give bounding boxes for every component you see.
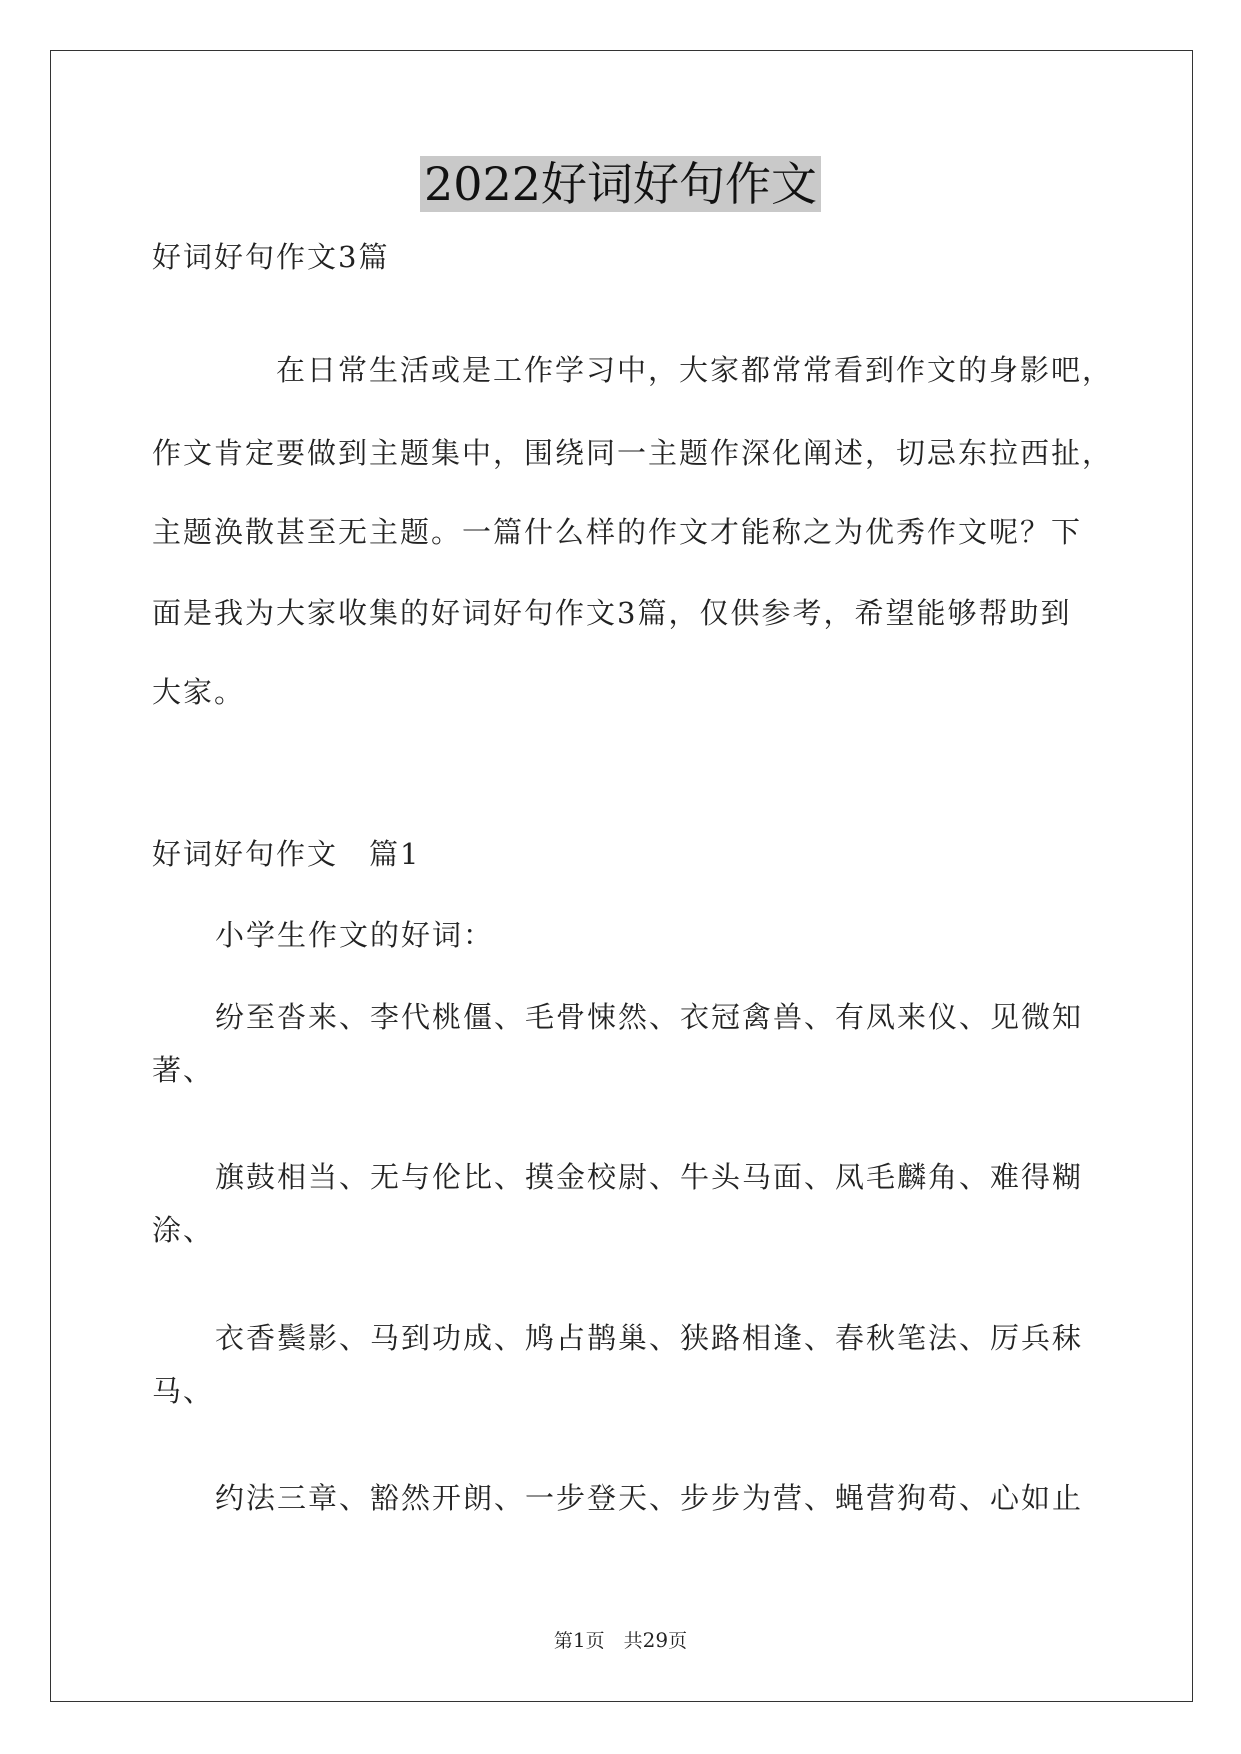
intro-line-5: 大家。 — [152, 675, 246, 709]
footer-page-current: 1 — [572, 1628, 586, 1652]
intro-line-2: 作文肯定要做到主题集中，围绕同一主题作深化阐述，切忌东拉西扯， — [152, 436, 1114, 470]
word-line-7: 约法三章、豁然开朗、一步登天、步步为营、蝇营狗苟、心如止 — [215, 1481, 1084, 1515]
page-border — [50, 50, 1193, 1702]
title-container — [0, 156, 1241, 212]
page-footer — [0, 1628, 1241, 1653]
word-line-4: 涂、 — [152, 1213, 215, 1247]
word-line-1: 纷至沓来、李代桃僵、毛骨悚然、衣冠禽兽、有凤来仪、见微知 — [215, 1000, 1084, 1034]
footer-suffix: 页 — [668, 1630, 688, 1652]
footer-page-total: 29 — [642, 1628, 669, 1652]
footer-prefix: 第 — [553, 1630, 573, 1652]
word-line-5: 衣香鬓影、马到功成、鸠占鹊巢、狭路相逢、春秋笔法、厉兵秣 — [215, 1321, 1084, 1355]
word-line-6: 马、 — [152, 1374, 215, 1408]
word-line-3: 旗鼓相当、无与伦比、摸金校尉、牛头马面、凤毛麟角、难得糊 — [215, 1160, 1084, 1194]
intro-line-1: 在日常生活或是工作学习中，大家都常常看到作文的身影吧， — [276, 353, 1114, 387]
intro-line-4: 面是我为大家收集的好词好句作文3篇，仅供参考，希望能够帮助到 — [152, 596, 1072, 630]
subtitle: 好词好句作文3篇 — [152, 240, 390, 274]
document-title: 2022好词好句作文 — [420, 156, 821, 212]
words-label: 小学生作文的好词： — [215, 918, 495, 952]
footer-mid: 页 共 — [585, 1630, 643, 1652]
section-heading: 好词好句作文 篇1 — [152, 837, 421, 871]
word-line-2: 著、 — [152, 1053, 215, 1087]
intro-line-3: 主题涣散甚至无主题。一篇什么样的作文才能称之为优秀作文呢？下 — [152, 515, 1083, 549]
